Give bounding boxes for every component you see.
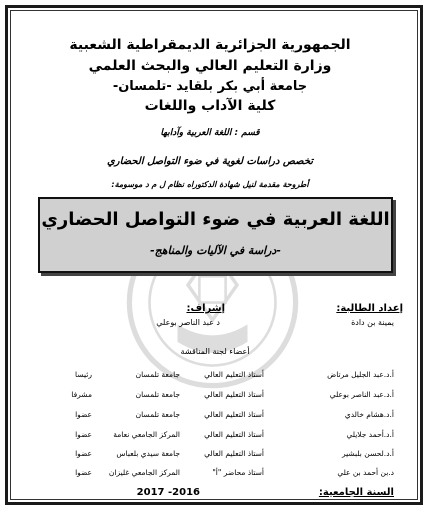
committee-member-row <box>0 410 430 430</box>
member-institution: جامعة تلمسان <box>135 410 180 419</box>
supervisor-label: إشراف: <box>186 303 225 314</box>
member-role: عضوا <box>75 449 92 458</box>
member-rank: أستاذ التعليم العالي <box>204 390 264 399</box>
thesis-title: اللغة العربية في ضوء التواصل الحضاري <box>41 209 390 230</box>
member-name: د.بن أحمد بن علي <box>337 468 394 477</box>
member-name: أ.د.هشام خالدي <box>344 410 394 419</box>
academic-year-label: السنة الجامعية: <box>318 487 394 498</box>
member-rank: أستاذ التعليم العالي <box>204 370 264 379</box>
supervisor-name: د عبد الناصر بوعلي <box>156 318 220 327</box>
committee-member-row <box>0 370 430 390</box>
academic-year-value: 2016- 2017 <box>136 487 200 498</box>
thesis-note: أطروحة مقدمة لنيل شهادة الدكتوراه نظام ل م د موسومة: <box>111 180 309 189</box>
member-institution: المركز الجامعي غليزان <box>108 468 180 477</box>
member-rank: أستاذ محاضر "أ" <box>212 468 264 477</box>
faculty-name: كلية الآداب واللغات <box>144 98 276 114</box>
republic-name: الجمهورية الجزائرية الديمقراطية الشعبية <box>69 37 351 53</box>
member-role: رئيسا <box>75 370 92 379</box>
thesis-subtitle: -دراسة في الآليات والمناهج- <box>150 244 281 257</box>
committee-title: أعضاء لجنة المناقشة <box>180 347 250 356</box>
member-institution: جامعة تلمسان <box>135 390 180 399</box>
committee-member-row <box>0 430 430 450</box>
member-role: عضوا <box>75 468 92 477</box>
ministry-name: وزارة التعليم العالي والبحث العلمي <box>88 58 332 74</box>
member-name: أ.د.عبد الناصر بوعلي <box>329 390 394 399</box>
member-institution: المركز الجامعي نعامة <box>113 430 180 439</box>
preparer-label: إعداد الطالبة: <box>336 303 403 314</box>
committee-member-row <box>0 449 430 469</box>
member-institution: جامعة سيدي بلعباس <box>116 449 180 458</box>
member-name: أ.د.لحسن بلبشير <box>341 449 394 458</box>
member-rank: أستاذ التعليم العالي <box>204 430 264 439</box>
preparer-name: يمينة بن دادة <box>351 318 394 327</box>
member-name: أ.د.عبد الجليل مرتاض <box>327 370 394 379</box>
specialization-line: تخصص دراسات لغوية في ضوء التواصل الحضاري <box>106 156 314 167</box>
member-role: عضوا <box>75 430 92 439</box>
member-name: أ.د.أحمد جلايلي <box>346 430 394 439</box>
department-name: قسم : اللغة العربية وآدابها <box>160 128 260 138</box>
committee-member-row <box>0 468 430 488</box>
member-institution: جامعة تلمسان <box>135 370 180 379</box>
member-rank: أستاذ التعليم العالي <box>204 410 264 419</box>
university-name: جامعة أبي بكر بلقايد -تلمسان- <box>112 79 308 94</box>
thesis-title-box <box>38 197 393 273</box>
member-role: عضوا <box>75 410 92 419</box>
committee-member-row <box>0 390 430 410</box>
member-rank: أستاذ التعليم العالي <box>204 449 264 458</box>
member-role: مشرفا <box>71 390 92 399</box>
